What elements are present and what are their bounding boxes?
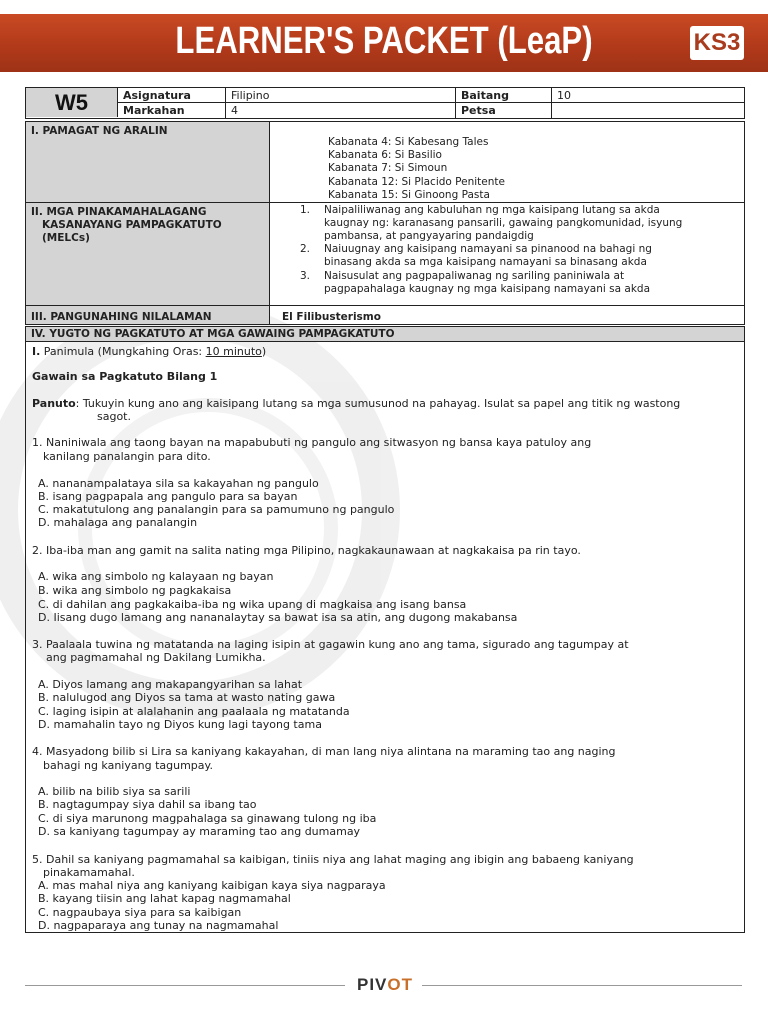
yugto-heading: IV. YUGTO NG PAGKATUTO AT MGA GAWAING PAMPAGKATUTO <box>26 327 744 342</box>
baitang-label: Baitang <box>456 88 552 103</box>
melc-number: 1. <box>300 204 311 216</box>
question-3-option-b: B. nalulugod ang Diyos sa tama at wasto nating gawa <box>38 691 336 704</box>
question-3: 3. Paalaala tuwina ng matatanda na laging isipin at gagawin kung ano ang tama, sigurado ang tagumpay at <box>32 638 629 651</box>
melc-line: pambansa, at pangyayaring pandaigdig <box>324 230 534 242</box>
question-1: 1. Naniniwala ang taong bayan na mapabubuti ng pangulo ang sitwasyon ng bansa kaya patuloy ang <box>32 436 592 449</box>
question-5-cont: pinakamamahal. <box>43 866 135 879</box>
melcs-content <box>270 203 744 305</box>
pamagat-label <box>26 122 270 202</box>
question-4: 4. Masyadong bilib si Lira sa kaniyang kakayahan, di man lang niya alintana na maraming tao ang naging <box>32 745 616 758</box>
melc-number: 2. <box>300 243 311 255</box>
question-3-option-a: A. Diyos lamang ang makapangyarihan sa lahat <box>38 678 303 691</box>
petsa-label: Petsa <box>456 103 552 118</box>
chapter-item: Kabanata 6: Si Basilio <box>328 149 442 161</box>
panuto-line2: sagot. <box>97 410 131 423</box>
markahan-value: 4 <box>226 103 456 118</box>
melcs-label-line2: KASANAYANG PAMPAGKATUTO <box>42 219 222 231</box>
question-1-cont: kanilang panalangin para dito. <box>43 450 211 463</box>
question-2-option-a: A. wika ang simbolo ng kalayaan ng bayan <box>38 570 274 583</box>
header-table <box>25 87 745 119</box>
panimula-line <box>32 345 266 358</box>
melc-text <box>324 270 724 296</box>
chapter-item: Kabanata 7: Si Simoun <box>328 162 448 174</box>
melcs-label <box>26 203 270 305</box>
melc-text <box>324 204 724 243</box>
section-yugto <box>25 326 745 933</box>
melc-item-2 <box>300 243 724 271</box>
melc-text <box>324 243 724 269</box>
panimula-time: 10 minuto <box>205 345 262 358</box>
pamagat-content <box>270 122 744 202</box>
pamagat-label-text: I. PAMAGAT NG ARALIN <box>31 125 168 137</box>
asignatura-value: Filipino <box>226 88 456 103</box>
asignatura-label: Asignatura <box>118 88 226 103</box>
melc-number: 3. <box>300 270 311 282</box>
question-5-option-c: C. nagpaubaya siya para sa kaibigan <box>38 906 242 919</box>
melc-item-1 <box>300 204 724 244</box>
section-nilalaman <box>25 305 745 325</box>
question-4-option-a: A. bilib na bilib siya sa sarili <box>38 785 191 798</box>
question-3-option-d: D. mamahalin tayo ng Diyos kung lagi tayong tama <box>38 718 322 731</box>
pivot-logo <box>355 975 415 995</box>
question-3-cont: ang pagmamahal ng Dakilang Lumikha. <box>46 651 266 664</box>
melc-line: kaugnay ng: karanasang pansarili, gawaing pangkomunidad, isyung <box>324 217 683 229</box>
question-5: 5. Dahil sa kaniyang pagmamahal sa kaibigan, tiniis niya ang lahat maging ang ibigin ang babaeng kaniyang <box>32 853 634 866</box>
question-4-option-c: C. di siya marunong magpahalaga sa ginawang tulong ng iba <box>38 812 377 825</box>
question-5-option-b: B. kayang tiisin ang lahat kapag nagmamahal <box>38 892 291 905</box>
panimula-number: I. <box>32 345 41 358</box>
petsa-value <box>552 103 744 118</box>
question-4-option-d: D. sa kaniyang tagumpay ay maraming tao ang dumamay <box>38 825 361 838</box>
question-5-option-d: D. nagpaparaya ang tunay na nagmamahal <box>38 919 279 932</box>
nilalaman-value: El Filibusterismo <box>282 311 381 323</box>
section-pamagat <box>25 121 745 203</box>
panuto-text: : Tukuyin kung ano ang kaisipang lutang sa mga sumusunod na pahayag. Isulat sa papel ang titik ng wastong <box>75 397 681 410</box>
melc-line: Naiuugnay ang kaisipang namayani sa pinanood na bahagi ng <box>324 243 652 255</box>
pivot-logo-a: PIV <box>356 975 388 994</box>
pivot-logo-b: OT <box>387 975 413 994</box>
question-1-option-a: A. nananampalataya sila sa kakayahan ng pangulo <box>38 477 319 490</box>
gawain-title: Gawain sa Pagkatuto Bilang 1 <box>32 370 218 383</box>
chapter-item: Kabanata 15: Si Ginoong Pasta <box>328 189 490 201</box>
chapter-item: Kabanata 4: Si Kabesang Tales <box>328 136 489 148</box>
footer-rule-left <box>25 985 345 986</box>
week-label: W5 <box>26 88 118 117</box>
question-1-option-d: D. mahalaga ang panalangin <box>38 516 198 529</box>
question-5-option-a: A. mas mahal niya ang kaniyang kaibigan kaya siya nagparaya <box>38 879 386 892</box>
section-melcs <box>25 202 745 306</box>
melc-line: pagpapahalaga kaugnay ng mga kaisipang namayani sa akda <box>324 283 651 295</box>
melc-line: binasang akda sa mga kaisipang namayani sa binasang akda <box>324 256 647 268</box>
nilalaman-label <box>26 306 270 324</box>
melcs-label-line1: II. MGA PINAKAMAHALAGANG <box>31 206 207 218</box>
nilalaman-content <box>270 306 744 324</box>
banner <box>0 14 768 72</box>
panimula-text: Panimula (Mungkahing Oras: <box>43 345 206 358</box>
question-2: 2. Iba-iba man ang gamit na salita nating mga Pilipino, nagkakaunawaan at nagkakaisa pa rin tayo. <box>32 544 581 557</box>
question-3-option-c: C. laging isipin at alalahanin ang paalaala ng matatanda <box>38 705 350 718</box>
melcs-label-line3: (MELCs) <box>42 232 90 244</box>
chapter-item: Kabanata 12: Si Placido Penitente <box>328 176 505 188</box>
question-4-cont: bahagi ng kaniyang tagumpay. <box>43 759 213 772</box>
question-2-option-c: C. di dahilan ang pagkakaiba-iba ng wika upang di magkaisa ang isang bansa <box>38 598 467 611</box>
panuto-line <box>32 397 680 410</box>
nilalaman-label-text: III. PANGUNAHING NILALAMAN <box>31 311 212 323</box>
melc-line: Naipaliliwanag ang kabuluhan ng mga kaisipang lutang sa akda <box>324 204 660 216</box>
question-4-option-b: B. nagtagumpay siya dahil sa ibang tao <box>38 798 257 811</box>
melc-line: Naisusulat ang pagpapaliwanag ng sariling paniniwala at <box>324 270 625 282</box>
panimula-close: ) <box>261 345 267 358</box>
markahan-label: Markahan <box>118 103 226 118</box>
question-2-option-d: D. Iisang dugo lamang ang nananalaytay sa bawat isa sa atin, ang dugong makabansa <box>38 611 518 624</box>
question-1-option-b: B. isang pagpapala ang pangulo para sa bayan <box>38 490 298 503</box>
banner-badge: KS3 <box>690 26 744 60</box>
question-1-option-c: C. makatutulong ang panalangin para sa pamumuno ng pangulo <box>38 503 395 516</box>
question-2-option-b: B. wika ang simbolo ng pagkakaisa <box>38 584 232 597</box>
baitang-value: 10 <box>557 89 571 102</box>
footer-rule-right <box>422 985 742 986</box>
panuto-label: Panuto <box>32 397 76 410</box>
banner-title: LEARNER'S PACKET (LeaP) <box>175 20 593 62</box>
melc-item-3 <box>300 270 724 298</box>
